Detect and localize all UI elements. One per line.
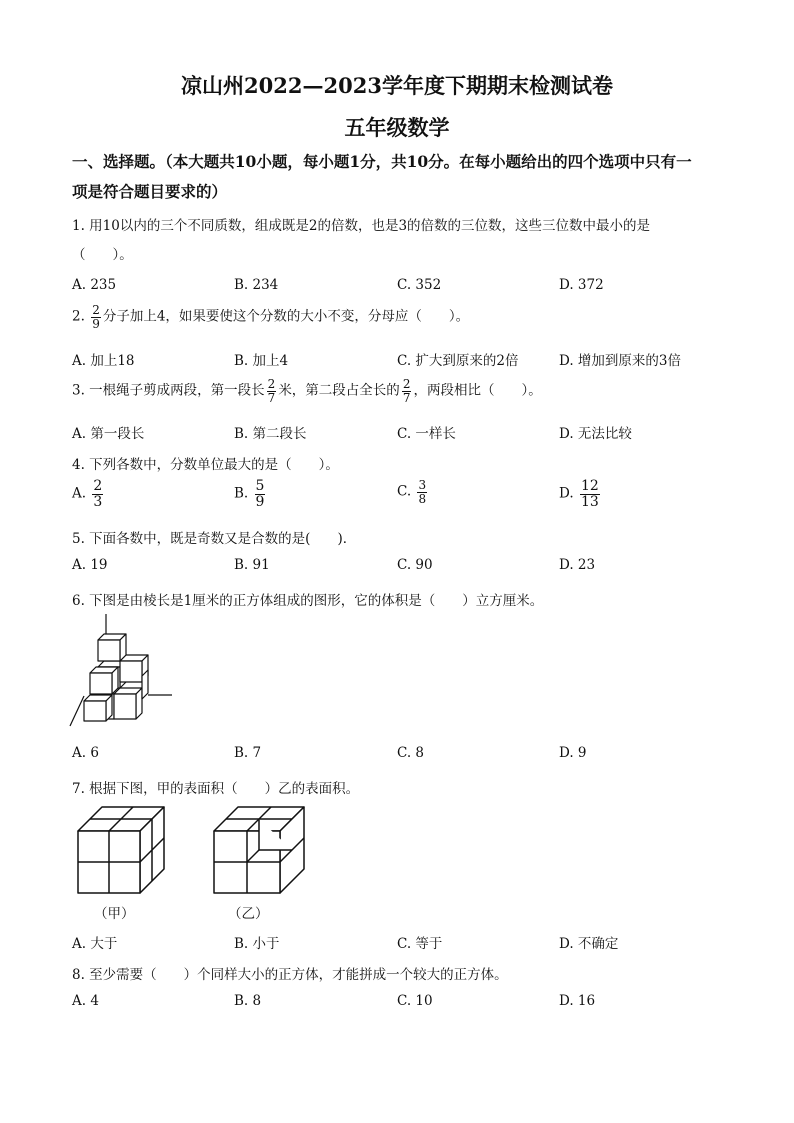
q3-text <box>72 378 542 404</box>
q4-option-c-fraction <box>417 479 427 505</box>
q4-option-a-label: A. <box>72 485 87 502</box>
q3-text-c: ，两段相比（ ）。 <box>413 382 542 399</box>
q8-text: 8. 至少需要（ ）个同样大小的正方体，才能拼成一个较大的正方体。 <box>72 967 508 983</box>
q4-option-c-numerator: 3 <box>418 478 427 492</box>
q8-option-d: D. 16 <box>559 993 596 1009</box>
q8-option-b: B. 8 <box>234 993 262 1009</box>
q4-text: 4. 下列各数中，分数单位最大的是（ ）。 <box>72 457 339 473</box>
q1-option-d: D. 372 <box>559 277 604 293</box>
q4-option-a-numerator: 2 <box>93 478 103 494</box>
q4-option-a-fraction <box>92 479 103 509</box>
q5-option-c: C. 90 <box>397 557 433 573</box>
q4-option-c-denominator: 8 <box>418 491 427 506</box>
q1-text-line1: 1. 用10以内的三个不同质数，组成既是2的倍数，也是3的倍数的三位数，这些三位数中最小的是 <box>72 218 651 234</box>
q2-number: 2. <box>72 308 85 325</box>
q3-fraction-1 <box>267 378 277 404</box>
q4-option-a <box>72 479 105 509</box>
q7-label-jia: （甲） <box>94 906 135 922</box>
q3-text-a: 3. 一根绳子剪成两段，第一段长 <box>72 382 265 399</box>
q2-text-body: 分子加上4，如果要使这个分数的大小不变，分母应（ ）。 <box>102 308 470 325</box>
q2-frac-denominator: 9 <box>92 316 100 331</box>
q7-option-b: B. 小于 <box>234 936 280 952</box>
q4-option-d-numerator: 12 <box>580 478 599 494</box>
q3-text-b: 米，第二段占全长的 <box>278 382 400 399</box>
q2-option-d: D. 增加到原来的3倍 <box>559 353 682 369</box>
q8-option-c: C. 10 <box>397 993 433 1009</box>
q7-text: 7. 根据下图，甲的表面积（ ）乙的表面积。 <box>72 781 360 797</box>
q3-option-a: A. 第一段长 <box>72 426 145 442</box>
q8-option-a: A. 4 <box>72 993 99 1009</box>
q1-option-c: C. 352 <box>397 277 442 293</box>
q2-text <box>72 304 469 330</box>
q4-option-d-denominator: 13 <box>580 493 599 510</box>
q4-option-a-denominator: 3 <box>93 493 103 510</box>
q4-option-b-numerator: 5 <box>255 478 265 494</box>
q4-option-b-fraction <box>255 479 266 509</box>
q4-option-d-label: D. <box>559 485 574 502</box>
q4-option-b-label: B. <box>234 485 249 502</box>
q5-option-d: D. 23 <box>559 557 596 573</box>
q7-figure-jia <box>76 803 166 897</box>
exam-title: 凉山州2022—2023学年度下期期末检测试卷 <box>181 73 613 98</box>
q3-frac1-denominator: 7 <box>267 390 276 405</box>
q6-option-b: B. 7 <box>234 745 262 761</box>
q3-frac1-numerator: 2 <box>267 377 276 391</box>
q3-option-d: D. 无法比较 <box>559 426 632 442</box>
q6-option-a: A. 6 <box>72 745 99 761</box>
q6-option-d: D. 9 <box>559 745 587 761</box>
q4-option-b <box>234 479 267 509</box>
q2-option-c: C. 扩大到原来的2倍 <box>397 353 519 369</box>
q4-option-b-denominator: 9 <box>255 493 265 510</box>
q7-option-a: A. 大于 <box>72 936 118 952</box>
q2-option-b: B. 加上4 <box>234 353 289 369</box>
q1-option-a: A. 235 <box>72 277 117 293</box>
q5-option-b: B. 91 <box>234 557 270 573</box>
q7-figure-yi <box>212 803 306 897</box>
q4-option-d <box>559 479 602 509</box>
q1-option-b: B. 234 <box>234 277 279 293</box>
q1-text-line2: （ ）。 <box>72 247 133 263</box>
q2-fraction <box>91 304 101 330</box>
q3-frac2-denominator: 7 <box>402 390 411 405</box>
q6-text: 6. 下图是由棱长是1厘米的正方体组成的图形，它的体积是（ ）立方厘米。 <box>72 593 544 609</box>
q3-option-c: C. 一样长 <box>397 426 456 442</box>
q4-option-d-fraction <box>580 479 600 509</box>
q5-option-a: A. 19 <box>72 557 108 573</box>
section-heading-line1: 一、选择题。（本大题共10小题，每小题1分，共10分。在每小题给出的四个选项中只有一 <box>72 152 692 171</box>
section-heading-line2: 项是符合题目要求的） <box>72 182 228 201</box>
q3-frac2-numerator: 2 <box>402 377 411 391</box>
q5-text: 5. 下面各数中，既是奇数又是合数的是( )． <box>72 531 357 547</box>
q3-option-b: B. 第二段长 <box>234 426 307 442</box>
q6-option-c: C. 8 <box>397 745 425 761</box>
q2-option-a: A. 加上18 <box>72 353 135 369</box>
q3-fraction-2 <box>402 378 412 404</box>
q7-option-c: C. 等于 <box>397 936 443 952</box>
q7-label-yi: （乙） <box>228 906 269 922</box>
q4-option-c <box>397 479 429 505</box>
q2-frac-numerator: 2 <box>92 303 100 317</box>
q6-cube-stack-figure <box>66 614 178 734</box>
q4-option-c-label: C. <box>397 483 412 500</box>
exam-subtitle: 五年级数学 <box>344 115 450 140</box>
q7-option-d: D. 不确定 <box>559 936 619 952</box>
